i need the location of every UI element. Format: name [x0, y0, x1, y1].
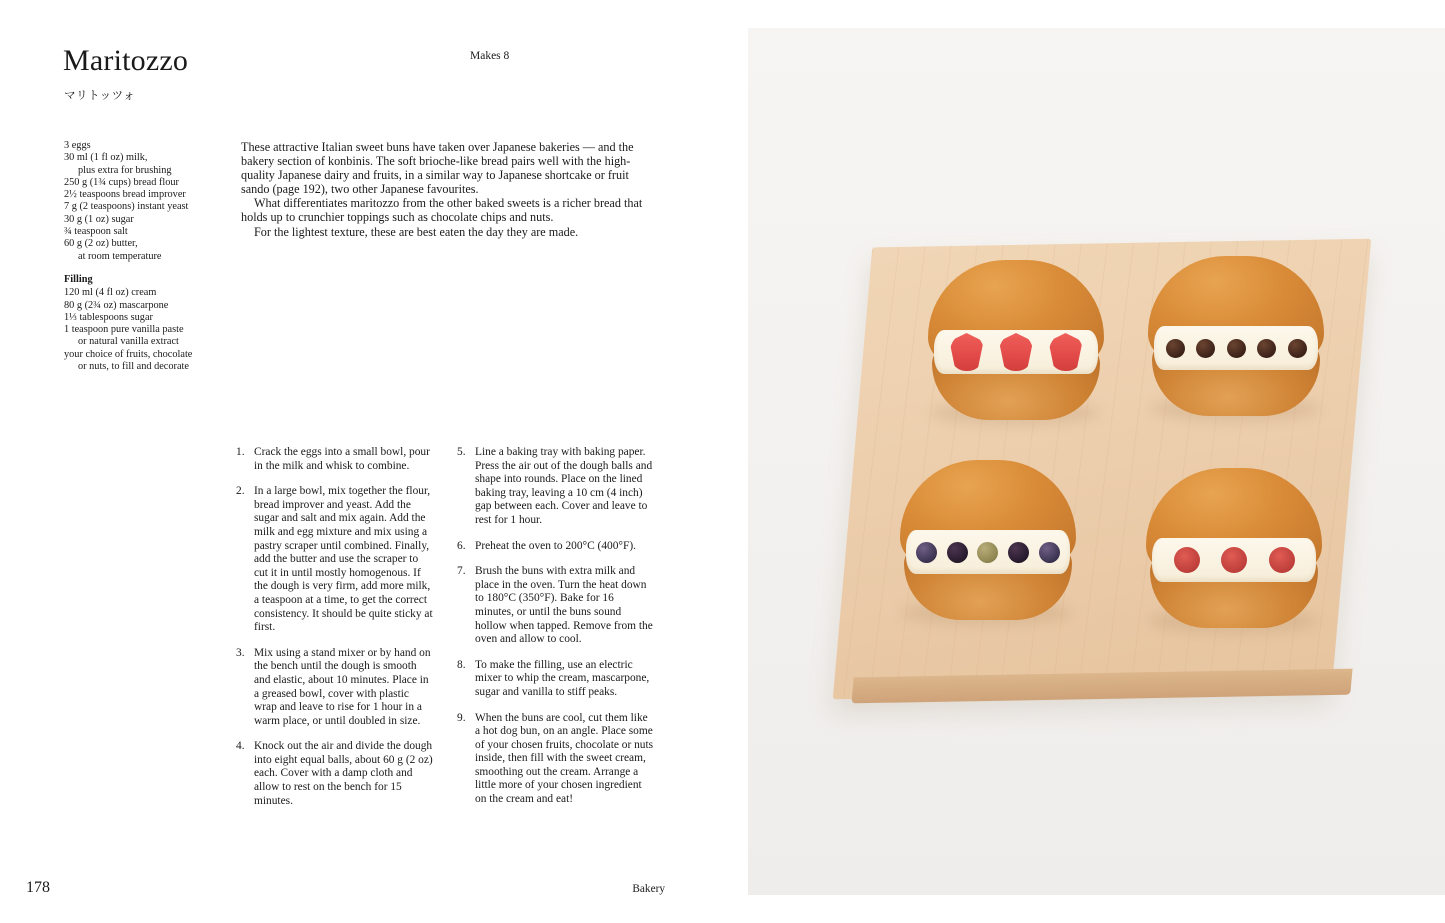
cream-filling [906, 530, 1070, 574]
step-text: Brush the buns with extra milk and place in the oven. Turn the heat down to 180°C (350°F). Bake for 16 minutes, or until the buns sound hollow when tapped. Remove from the oven and allow to cool. [475, 565, 653, 646]
strawberry-half-topping [1174, 547, 1200, 573]
step-text: Preheat the oven to 200°C (400°F). [475, 539, 636, 552]
ingredient-item: 3 eggs [64, 140, 91, 151]
strawberry-topping [1049, 333, 1083, 371]
maritozzo-bun-chocolate [1148, 256, 1324, 416]
berry-topping [1039, 542, 1060, 563]
running-head: Bakery [632, 883, 665, 895]
ingredient-item: 2½ teaspoons bread improver [64, 189, 186, 201]
chocolate-chip-topping [1227, 339, 1246, 358]
step-text: Knock out the air and divide the dough into eight equal balls, about 60 g (2 oz) each. Cover with a damp cloth and allow to rest on the bench for 15 minutes. [254, 740, 433, 807]
method-step [457, 540, 655, 554]
step-text: To make the filling, use an electric mixer to whip the cream, mascarpone, sugar and vanilla to stiff peaks. [475, 658, 650, 698]
maritozzo-bun-strawberry [928, 260, 1104, 420]
method-step [457, 446, 655, 528]
berry-topping [916, 542, 937, 563]
method-step [457, 712, 655, 807]
filling-heading: Filling [64, 273, 93, 285]
filling-item: your choice of fruits, chocolate [64, 348, 193, 360]
grape-topping [977, 542, 998, 563]
step-text: Crack the eggs into a small bowl, pour in the milk and whisk to combine. [254, 446, 430, 472]
filling-item: 1 teaspoon pure vanilla paste [64, 324, 184, 336]
intro-paragraph: These attractive Italian sweet buns have taken over Japanese bakeries — and the bakery section of konbinis. The soft brioche-like bread pairs well with the high-quality Japanese dairy and fruits, in a similar way to Japanese shortcake or fruit sando (page 192), two other Japanese favourites. [241, 140, 634, 197]
berry-topping [947, 542, 968, 563]
right-page [748, 0, 1445, 923]
step-number: 5. [457, 446, 466, 458]
ingredient-item: at room temperature [78, 250, 162, 262]
cream-filling [1152, 538, 1316, 582]
cream-filling [934, 330, 1098, 374]
strawberry-half-topping [1269, 547, 1295, 573]
method-step [457, 565, 655, 647]
recipe-photo [748, 28, 1445, 895]
method-column-right [457, 446, 655, 820]
yield-label: Makes 8 [470, 50, 510, 62]
ingredient-item: ¾ teaspoon salt [64, 226, 128, 238]
cream-filling [1154, 326, 1318, 370]
step-number: 3. [236, 646, 245, 659]
method-step [236, 740, 434, 808]
intro-paragraph: For the lightest texture, these are best eaten the day they are made. [254, 224, 579, 239]
strawberry-half-topping [1221, 547, 1247, 573]
filling-item: 1⅓ tablespoons sugar [64, 311, 153, 323]
step-text: In a large bowl, mix together the flour, bread improver and yeast. Add the sugar and salt and mix again. Add the milk and egg mixture and mix using a pastry scraper until combined. Finally, add the butter and use the scraper to cut it in until mostly homogenous. If the dough is very firm, add more milk, a teaspoon at a time, to get the correct consistency. It should be quite sticky at first. [254, 485, 433, 634]
filling-item: or nuts, to fill and decorate [78, 361, 189, 373]
maritozzo-bun-strawberry-halves [1146, 468, 1322, 628]
ingredient-item: 30 ml (1 fl oz) milk, [64, 152, 148, 164]
ingredient-item: plus extra for brushing [78, 164, 172, 176]
method-column-left [236, 446, 434, 820]
method-step [236, 485, 434, 635]
maritozzo-bun-berries [900, 460, 1076, 620]
step-text: Mix using a stand mixer or by hand on the bench until the dough is smooth and elastic, about 10 minutes. Place in a greased bowl, cover with plastic wrap and leave to rise for 1 hour in a warm place, or until doubled in size. [254, 646, 431, 727]
chocolate-chip-topping [1257, 339, 1276, 358]
berry-topping [1008, 542, 1029, 563]
ingredient-item: 7 g (2 teaspoons) instant yeast [64, 201, 189, 213]
intro-text [241, 140, 651, 239]
filling-item: 80 g (2¾ oz) mascarpone [64, 299, 169, 311]
method-step [457, 659, 655, 700]
strawberry-topping [950, 333, 984, 371]
step-text: When the buns are cool, cut them like a hot dog bun, on an angle. Place some of your chosen fruits, chocolate or nuts inside, then fill with the sweet cream, smoothing out the cream. Arrange a little more of your chosen ingredient on the cream and eat! [475, 711, 654, 806]
strawberry-topping [999, 333, 1033, 371]
intro-paragraph: What differentiates maritozzo from the other baked sweets is a richer bread that holds up to crunchier toppings such as chocolate chips and nuts. [241, 196, 643, 225]
ingredients-list [64, 140, 224, 373]
method-steps [236, 446, 656, 820]
step-number: 7. [457, 565, 466, 578]
page-title: Maritozzo [63, 44, 189, 77]
ingredient-item: 250 g (1¾ cups) bread flour [64, 176, 179, 188]
chocolate-chip-topping [1288, 339, 1307, 358]
page-number: 178 [26, 879, 50, 896]
step-number: 4. [236, 740, 245, 753]
filling-item: or natural vanilla extract [78, 336, 179, 348]
step-number: 6. [457, 539, 466, 552]
step-number: 1. [236, 446, 245, 458]
ingredient-item: 60 g (2 oz) butter, [64, 238, 138, 250]
step-number: 2. [236, 485, 245, 498]
filling-item: 120 ml (4 fl oz) cream [64, 287, 157, 299]
step-number: 8. [457, 658, 466, 671]
ingredient-item: 30 g (1 oz) sugar [64, 213, 134, 225]
chocolate-chip-topping [1196, 339, 1215, 358]
step-text: Line a baking tray with baking paper. Press the air out of the dough balls and shape into rounds. Place on the lined baking tray, leaving a 10 cm (4 inch) gap between each. Cover and leave to rest for 1 hour. [475, 446, 653, 526]
method-step [236, 446, 434, 473]
step-number: 9. [457, 711, 466, 724]
chocolate-chip-topping [1166, 339, 1185, 358]
method-step [236, 647, 434, 729]
recipe-title-japanese: マリトッツォ [64, 88, 136, 102]
